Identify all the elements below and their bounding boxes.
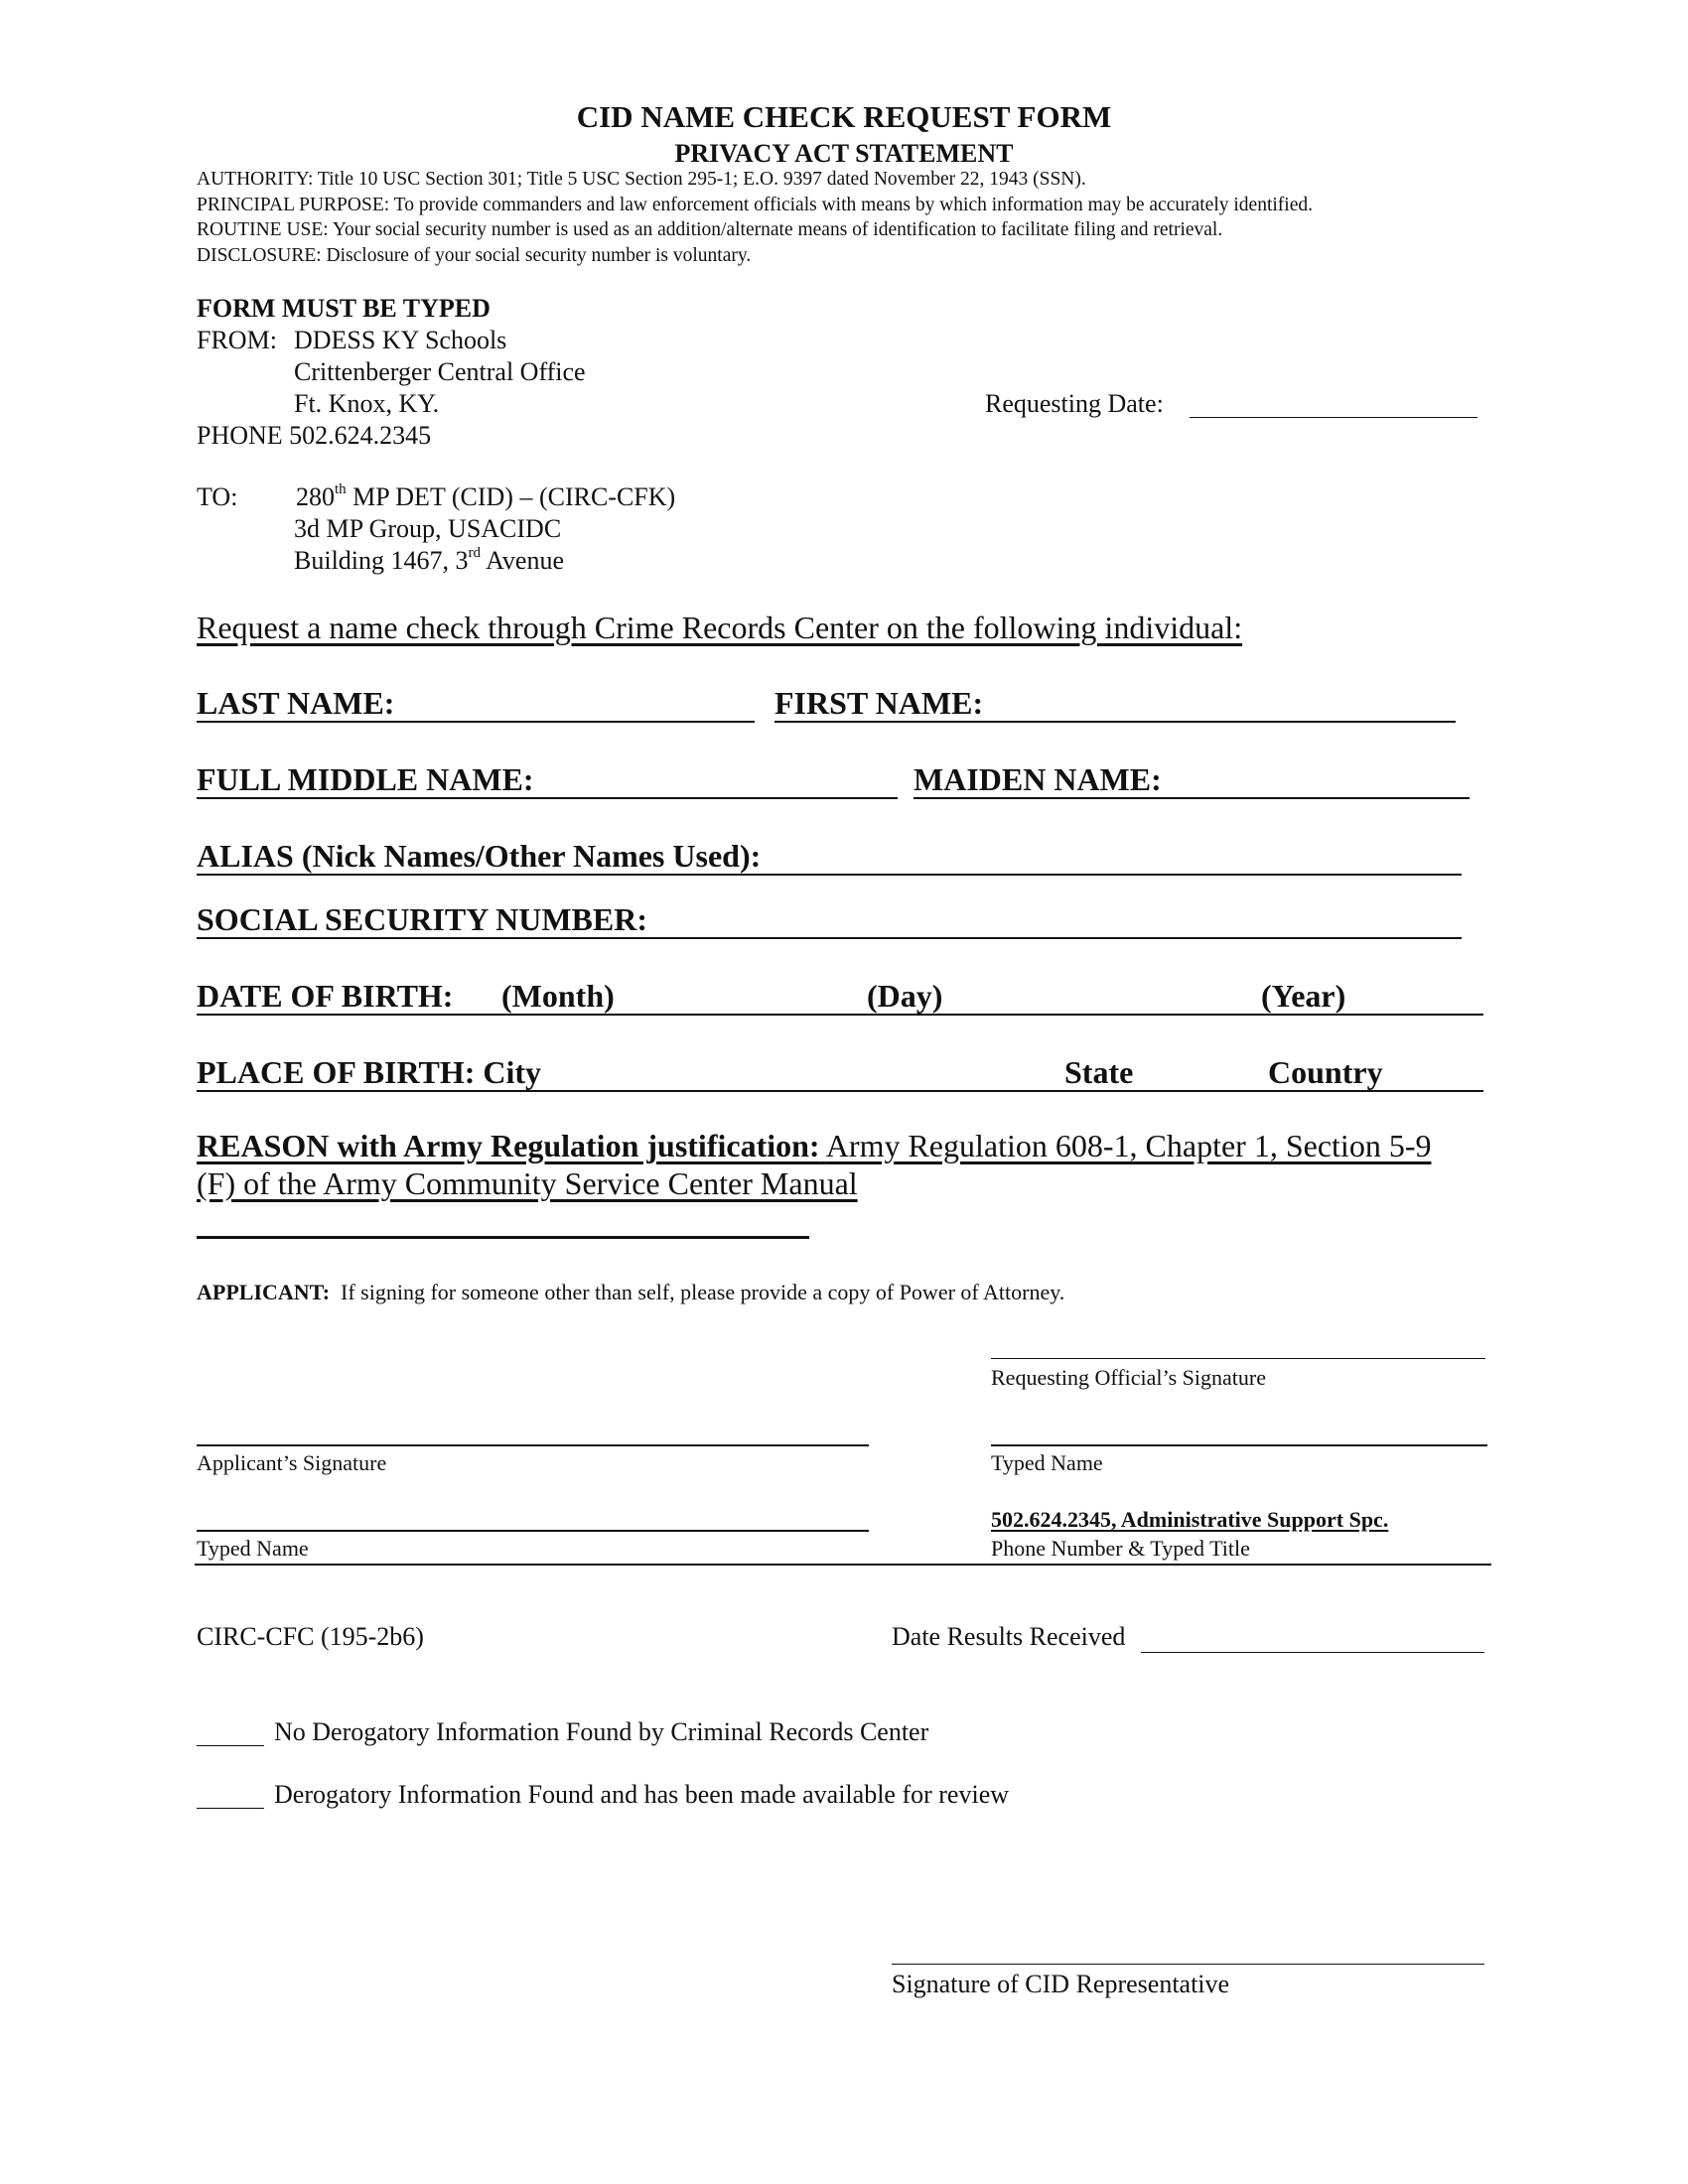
requesting-official-signature-line[interactable] — [991, 1358, 1485, 1359]
dob-field[interactable] — [197, 1014, 1483, 1016]
to-avenue-suffix: rd — [468, 545, 482, 562]
applicant-label: APPLICANT: — [197, 1280, 331, 1304]
request-instruction: Request a name check through Crime Records Center on the following individual: — [197, 610, 1243, 645]
applicant-note — [197, 1280, 1064, 1305]
requesting-date-field[interactable] — [1190, 417, 1477, 418]
from-line-3: Ft. Knox, KY. — [294, 389, 440, 418]
section-divider — [195, 1564, 1491, 1566]
applicant-typed-name-line[interactable] — [197, 1530, 869, 1532]
official-typed-name-line[interactable] — [991, 1444, 1487, 1446]
pob-city-label: PLACE OF BIRTH: City — [197, 1054, 542, 1090]
requesting-date-label: Requesting Date: — [985, 389, 1164, 418]
ssn-field[interactable] — [197, 937, 1462, 939]
privacy-statement — [197, 167, 1313, 268]
cid-rep-signature-label: Signature of CID Representative — [892, 1970, 1230, 1998]
middle-name-label: FULL MIDDLE NAME: — [197, 761, 534, 797]
maiden-name-field[interactable] — [914, 797, 1470, 799]
pob-state-label: State — [1064, 1054, 1134, 1090]
middle-name-field[interactable] — [197, 797, 898, 799]
applicant-signature-label: Applicant’s Signature — [197, 1450, 387, 1475]
reason-line-1 — [197, 1127, 1431, 1164]
last-name-label: LAST NAME: — [197, 685, 395, 721]
no-derog-label: No Derogatory Information Found by Criminal Records Center — [274, 1717, 929, 1746]
applicant-signature-line[interactable] — [197, 1444, 869, 1446]
from-line-2: Crittenberger Central Office — [294, 357, 586, 386]
pob-field[interactable] — [197, 1090, 1483, 1092]
applicant-typed-name-label: Typed Name — [197, 1536, 309, 1561]
pob-country-label: Country — [1268, 1054, 1383, 1090]
form-must-be-typed: FORM MUST BE TYPED — [197, 294, 491, 323]
dob-label: DATE OF BIRTH: — [197, 978, 454, 1014]
to-avenue: Avenue — [481, 546, 565, 575]
requesting-official-signature-label: Requesting Official’s Signature — [991, 1365, 1266, 1390]
authority-line: AUTHORITY: Title 10 USC Section 301; Title 5 USC Section 295-1; E.O. 9397 dated November 22, 1943 (SSN). — [197, 169, 1086, 190]
reason-block — [197, 1127, 1431, 1202]
alias-label: ALIAS (Nick Names/Other Names Used): — [197, 838, 762, 874]
to-unit-suffix: th — [335, 481, 347, 498]
official-typed-name-label: Typed Name — [991, 1450, 1103, 1475]
from-line-1: DDESS KY Schools — [294, 326, 507, 354]
from-phone: PHONE 502.624.2345 — [197, 421, 432, 450]
from-label: FROM: — [197, 326, 277, 354]
reason-text-1: Army Regulation 608-1, Chapter 1, Section 5-9 — [825, 1128, 1432, 1163]
date-results-received-field[interactable] — [1141, 1652, 1484, 1653]
no-derog-checkbox[interactable] — [197, 1745, 264, 1746]
phone-title-value: 502.624.2345, Administrative Support Spc. — [991, 1507, 1389, 1532]
dob-month-label: (Month) — [501, 978, 615, 1014]
principal-purpose-line: PRINCIPAL PURPOSE: To provide commanders and law enforcement officials with means by which information may be accurately identified. — [197, 194, 1313, 215]
circ-code: CIRC-CFC (195-2b6) — [197, 1622, 424, 1651]
to-unit-number: 280 — [296, 482, 335, 511]
date-results-received-label: Date Results Received — [892, 1622, 1126, 1651]
reason-extra-field[interactable] — [197, 1236, 809, 1239]
reason-label: REASON with Army Regulation justification: — [197, 1128, 820, 1163]
to-line-2: 3d MP Group, USACIDC — [294, 514, 562, 543]
reason-text-2: (F) of the Army Community Service Center Manual — [197, 1165, 858, 1201]
first-name-label: FIRST NAME: — [774, 685, 984, 721]
to-line-1 — [296, 482, 675, 512]
dob-day-label: (Day) — [867, 978, 943, 1014]
last-name-field[interactable] — [197, 721, 755, 723]
maiden-name-label: MAIDEN NAME: — [914, 761, 1162, 797]
applicant-text: If signing for someone other than self, please provide a copy of Power of Attorney. — [341, 1280, 1065, 1304]
derog-label: Derogatory Information Found and has been made available for review — [274, 1780, 1010, 1809]
routine-use-line: ROUTINE USE: Your social security number is used as an addition/alternate means of identification to facilitate filing and retrieval. — [197, 219, 1223, 240]
phone-title-label: Phone Number & Typed Title — [991, 1536, 1250, 1561]
alias-field[interactable] — [197, 874, 1462, 876]
disclosure-line: DISCLOSURE: Disclosure of your social security number is voluntary. — [197, 244, 752, 266]
to-line-3 — [294, 546, 564, 576]
derog-checkbox[interactable] — [197, 1808, 264, 1809]
form-title: CID NAME CHECK REQUEST FORM — [576, 99, 1112, 134]
to-building: Building 1467, 3 — [294, 546, 469, 575]
ssn-label: SOCIAL SECURITY NUMBER: — [197, 901, 647, 937]
first-name-field[interactable] — [774, 721, 1456, 723]
cid-rep-signature-line[interactable] — [892, 1964, 1484, 1965]
privacy-act-heading: PRIVACY ACT STATEMENT — [674, 139, 1014, 168]
to-unit-name: MP DET (CID) – (CIRC-CFK) — [346, 482, 676, 511]
to-label: TO: — [197, 482, 238, 511]
dob-year-label: (Year) — [1261, 978, 1346, 1014]
